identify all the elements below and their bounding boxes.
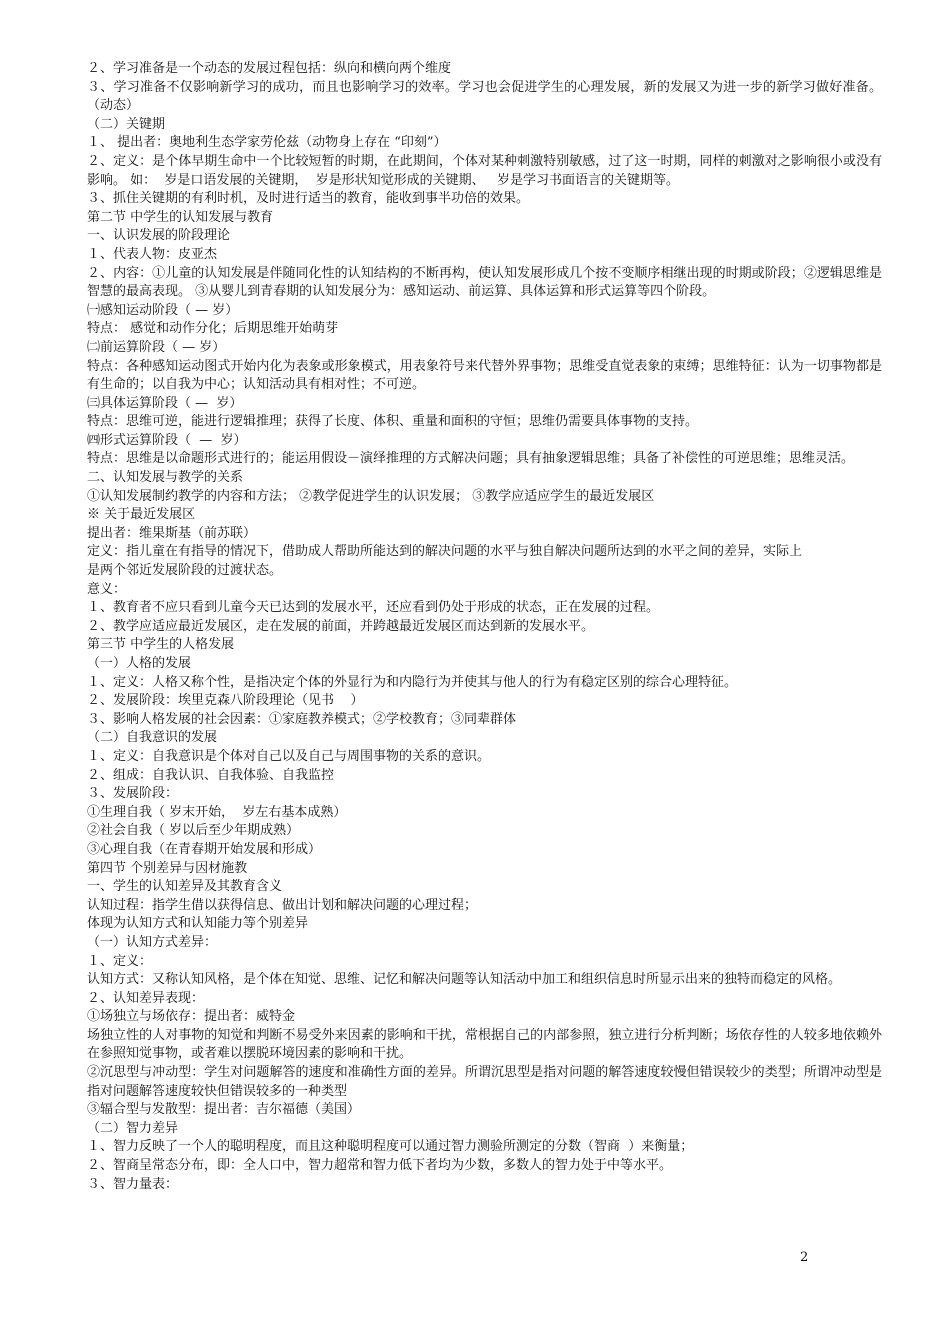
text-line: 场独立性的人对事物的知觉和判断不易受外来因素的影响和干扰，常根据自己的内部参照，独立进行分析判断；场依存性的人较多地依赖外在参照知觉事物，或者难以摆脱环境因素的影响和干扰。: [87, 1027, 882, 1062]
text-line: ２、教学应适应最近发展区，走在发展的前面，并跨越最近发展区而达到新的发展水平。: [87, 618, 595, 634]
text-line: （二）智力差异: [87, 1120, 179, 1136]
text-line: 一、学生的认知差异及其教育含义: [87, 879, 283, 895]
text-line: 认知过程：指学生借以获得信息、做出计划和解决问题的心理过程；: [87, 897, 478, 913]
text-line: 意义：: [87, 581, 127, 597]
text-line: １、 提出者：奥地利生态学家劳伦兹（动物身上存在 “印刻”）: [87, 135, 447, 151]
text-line: 是两个邻近发展阶段的过渡状态。: [87, 563, 283, 579]
text-line: 特点： 感觉和动作分化；后期思维开始萌芽: [87, 321, 339, 337]
text-line: ３、发展阶段：: [87, 786, 179, 802]
text-line: ２、智商呈常态分布，即：全人口中，智力超常和智力低下者均为少数，多数人的智力处于中等水平。: [87, 1158, 673, 1174]
text-line: ㈡前运算阶段（ — 岁）: [87, 339, 226, 355]
text-line: １、教育者不应只看到儿童今天已达到的发展水平，还应看到仍处于形成的状态，正在发展的过程。: [87, 600, 660, 616]
text-line: 特点：思维可逆，能进行逻辑推理；获得了长度、体积、重量和面积的守恒；思维仍需要具体事物的支持。: [87, 414, 699, 430]
text-line: 第三节 中学生的人格发展: [87, 637, 235, 653]
text-line: １、定义：人格又称个性，是指决定个体的外显行为和内隐行为并使其与他人的行为有稳定区别的综合心理特征。: [87, 674, 738, 690]
text-line: 一、认识发展的阶段理论: [87, 228, 231, 244]
text-line: ３、智力量表：: [87, 1176, 179, 1192]
text-line: ３、影响人格发展的社会因素：①家庭教养模式；②学校教育；③同辈群体: [87, 711, 517, 727]
text-line: ③辐合型与发散型：提出者：吉尔福德（美国）: [87, 1102, 361, 1118]
text-line: ３、抓住关键期的有利时机，及时进行适当的教育，能收到事半功倍的效果。: [87, 191, 530, 207]
text-line: １、定义：: [87, 953, 153, 969]
text-line: ㈢具体运算阶段（ — 岁）: [87, 395, 243, 411]
text-line: １、代表人物：皮亚杰: [87, 246, 218, 262]
text-line: 第二节 中学生的认知发展与教育: [87, 209, 274, 225]
text-line: ①认知发展制约教学的内容和方法； ②教学促进学生的认识发展； ③教学应适应学生的最近发展区: [87, 488, 655, 504]
text-line: 特点：各种感知运动图式开始内化为表象或形象模式，用表象符号来代替外界事物；思维受直觉表象的束缚；思维特征：认为一切事物都是有生命的；以自我为中心；认知活动具有相对性；不可逆。: [87, 358, 882, 393]
text-line: 定义：指儿童在有指导的情况下，借助成人帮助所能达到的解决问题的水平与独自解决问题所达到的水平之间的差异，实际上: [87, 544, 803, 560]
text-line: ㈣形式运算阶段（ — 岁）: [87, 432, 247, 448]
text-line: ㈠感知运动阶段（ — 岁）: [87, 302, 239, 318]
text-line: ２、学习准备是一个动态的发展过程包括：纵向和横向两个维度: [87, 61, 452, 76]
text-line: 体现为认知方式和认知能力等个别差异: [87, 916, 309, 932]
text-line: （二）关键期: [87, 116, 166, 132]
text-line: 认知方式：又称认知风格，是个体在知觉、思维、记忆和解决问题等认知活动中加工和组织信息时所显示出来的独特而稳定的风格。: [87, 972, 842, 988]
text-line: ③心理自我（在青春期开始发展和形成）: [87, 841, 322, 857]
text-line: ２、定义：是个体早期生命中一个比较短暂的时期，在此期间，个体对某种刺激特别敏感，过了这一时期，同样的刺激对之影响很小或没有影响。 如： 岁是口语发展的关键期， 岁是形状知觉形成的关键期、 岁是学习书面语言的关键期等。: [87, 153, 882, 188]
text-line: 二、认知发展与教学的关系: [87, 470, 244, 486]
text-line: 第四节 个别差异与因材施教: [87, 860, 248, 876]
text-line: ②社会自我（ 岁以后至少年期成熟）: [87, 823, 300, 839]
page-number: 2: [800, 1250, 809, 1265]
text-line: ①场独立与场依存：提出者：威特金: [87, 1009, 296, 1025]
text-line: ①生理自我（ 岁末开始， 岁左右基本成熟）: [87, 804, 347, 820]
document-body: [87, 60, 882, 1194]
text-line: ②沉思型与冲动型：学生对问题解答的速度和准确性方面的差异。所谓沉思型是指对问题的解答速度较慢但错误较少的类型；所谓冲动型是指对问题解答速度较快但错误较多的一种类型: [87, 1065, 882, 1099]
text-line: ２、发展阶段：埃里克森八阶段理论（见书 ）: [87, 693, 364, 709]
text-line: 特点：思维是以命题形式进行的；能运用假设－演绎推理的方式解决问题；具有抽象逻辑思维；具备了补偿性的可逆思维；思维灵活。: [87, 451, 855, 467]
text-line: １、定义：自我意识是个体对自己以及自己与周围事物的关系的意识。: [87, 748, 491, 764]
text-line: ２、内容：①儿童的认知发展是伴随同化性的认知结构的不断再构，使认知发展形成几个按不变顺序相继出现的时期或阶段；②逻辑思维是智慧的最高表现。 ③从婴儿到青春期的认知发展分为：感知运动、前运算、具体运算和形式运算等四个阶段。: [87, 265, 882, 300]
text-line: （一）认知方式差异：: [87, 934, 218, 950]
text-line: ３、学习准备不仅影响新学习的成功，而且也影响学习的效率。学习也会促进学生的心理发展，新的发展又为进一步的新学习做好准备。（动态）: [87, 79, 882, 114]
text-line: （一）人格的发展: [87, 656, 192, 671]
text-line: 提出者：维果斯基（前苏联）: [87, 525, 257, 541]
text-line: （二）自我意识的发展: [87, 730, 218, 746]
text-line: ２、认知差异表现：: [87, 990, 205, 1006]
text-line: ※ 关于最近发展区: [87, 507, 196, 523]
text-line: １、智力反映了一个人的聪明程度，而且这种聪明程度可以通过智力测验所测定的分数（智商 ）来衡量；: [87, 1139, 694, 1155]
text-line: ２、组成：自我认识、自我体验、自我监控: [87, 767, 335, 783]
